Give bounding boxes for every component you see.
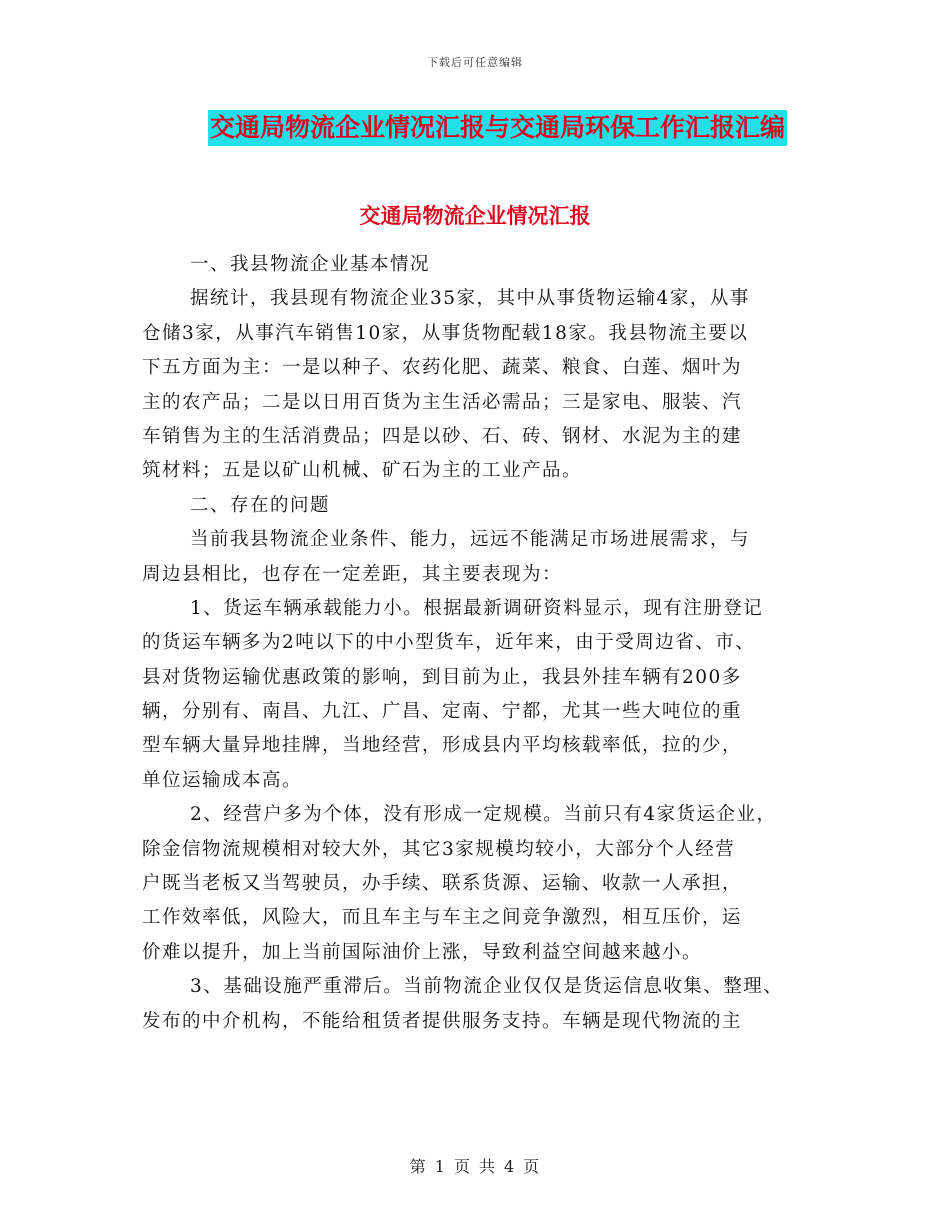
text-line: 一、我县物流企业基本情况 (190, 254, 431, 275)
text-line: 据统计，我县现有物流企业35家，其中从事货物运输4家，从事 (190, 288, 750, 310)
main-title: 交通局物流企业情况汇报与交通局环保工作汇报汇编 (208, 110, 787, 146)
text-line: 辆，分别有、南昌、九江、广昌、定南、宁都，尤其一些大吨位的重 (142, 701, 743, 723)
text-line: 的货运车辆多为2吨以下的中小型货车，近年来，由于受周边省、市、 (142, 632, 756, 654)
footer-suffix: 页 (523, 1157, 541, 1176)
text-line: 县对货物运输优惠政策的影响，到目前为止，我县外挂车辆有200多 (142, 666, 742, 688)
main-title-wrap (0, 110, 950, 146)
body-text (142, 248, 812, 1039)
text-line: 下五方面为主：一是以种子、农药化肥、蔬菜、粮食、白莲、烟叶为 (142, 357, 743, 379)
text-line: 3、基础设施严重滞后。当前物流企业仅仅是货运信息收集、整理、 (190, 976, 784, 998)
text-line: 发布的中介机构，不能给租赁者提供服务支持。车辆是现代物流的主 (142, 1010, 743, 1032)
footer-prefix: 第 (409, 1157, 427, 1176)
footer-total-word: 共 (479, 1157, 497, 1176)
header-note: 下载后可任意编辑 (427, 56, 523, 69)
footer-current-page: 1 (434, 1157, 446, 1176)
section-title: 交通局物流企业情况汇报 (359, 203, 591, 228)
text-line: 价难以提升，加上当前国际油价上涨，导致利益空间越来越小。 (142, 941, 703, 963)
footer-total-pages: 4 (504, 1157, 516, 1176)
text-line: 周边县相比，也存在一定差距，其主要表现为： (142, 563, 563, 585)
page-footer (0, 1154, 950, 1177)
text-line: 当前我县物流企业条件、能力，远远不能满足市场进展需求，与 (190, 529, 751, 551)
text-line: 型车辆大量异地挂牌，当地经营，形成县内平均核载率低，拉的少， (142, 735, 743, 757)
text-line: 1、货运车辆承载能力小。根据最新调研资料显示，现有注册登记 (190, 597, 764, 619)
text-line: 2、经营户多为个体，没有形成一定规模。当前只有4家货运企业， (190, 804, 777, 826)
text-line: 户既当老板又当驾驶员，办手续、联系货源、运输、收款一人承担， (142, 873, 743, 895)
text-line: 工作效率低，风险大，而且车主与车主之间竞争激烈，相互压价，运 (142, 907, 743, 929)
text-line: 单位运输成本高。 (142, 769, 303, 791)
text-line: 仓储3家，从事汽车销售10家，从事货物配载18家。我县物流主要以 (142, 322, 749, 344)
text-line: 筑材料；五是以矿山机械、矿石为主的工业产品。 (142, 460, 583, 482)
text-line: 除金信物流规模相对较大外，其它3家规模均较小，大部分个人经营 (142, 838, 736, 860)
text-line: 二、存在的问题 (190, 494, 331, 516)
text-line: 车销售为主的生活消费品；四是以砂、石、砖、钢材、水泥为主的建 (142, 425, 743, 447)
footer-page-word: 页 (453, 1157, 471, 1176)
text-line: 主的农产品；二是以日用百货为主生活必需品；三是家电、服装、汽 (142, 391, 743, 413)
